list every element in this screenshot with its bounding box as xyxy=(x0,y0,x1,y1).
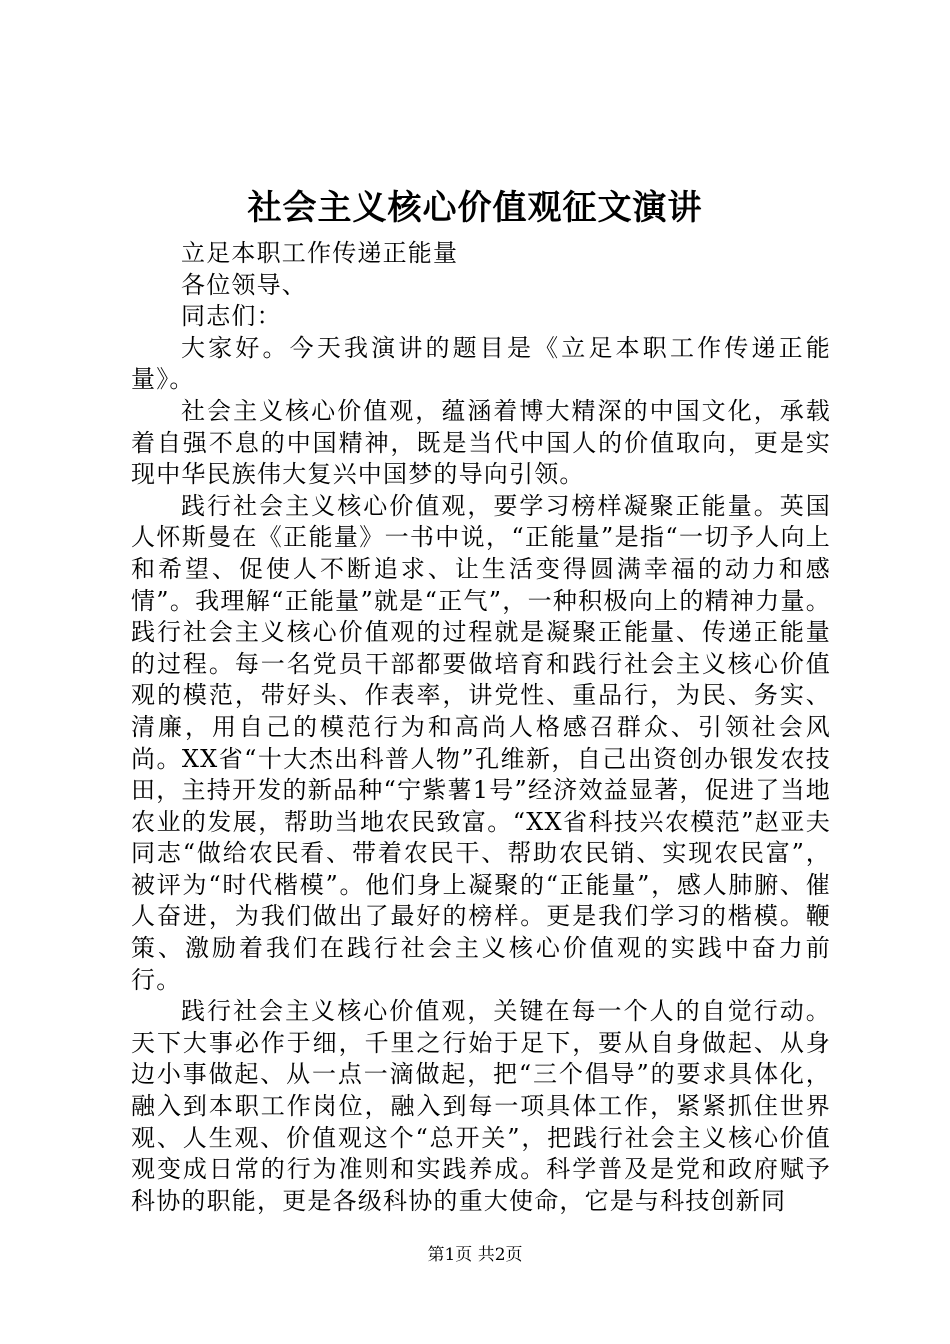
body-paragraph: 践行社会主义核心价值观，要学习榜样凝聚正能量。英国人怀斯曼在《正能量》一书中说，“正能量”是指“一切予人向上和希望、促使人不断追求、让生活变得圆满幸福的动力和感情”。我理解“正能量”就是“正气”，一种积极向上的精神力量。践行社会主义核心价值观的过程就是凝聚正能量、传递正能量的过程。每一名党员干部都要做培育和践行社会主义核心价值观的模范，带好头、作表率，讲党性、重品行，为民、务实、清廉，用自己的模范行为和高尚人格感召群众、引领社会风尚。XX省“十大杰出科普人物”孔维新，自己出资创办银发农技田，主持开发的新品种“宁紫薯1号”经济效益显著，促进了当地农业的发展，帮助当地农民致富。“XX省科技兴农模范”赵亚夫同志“做给农民看、带着农民干、帮助农民销、实现农民富”，被评为“时代楷模”。他们身上凝聚的“正能量”，感人肺腑、催人奋进，为我们做出了最好的榜样。更是我们学习的楷模。鞭策、激励着我们在践行社会主义核心价值观的实践中奋力前行。 xyxy=(131,491,831,994)
subtitle-line: 立足本职工作传递正能量 xyxy=(181,239,459,267)
opening-paragraph: 大家好。今天我演讲的题目是《立足本职工作传递正能量》。 xyxy=(131,333,831,394)
document-body xyxy=(131,238,831,1217)
salutation-line-2: 同志们： xyxy=(181,302,282,331)
body-paragraph: 践行社会主义核心价值观，关键在每一个人的自觉行动。天下大事必作于细，千里之行始于足下，要从自身做起、从身边小事做起、从一点一滴做起，把“三个倡导”的要求具体化，融入到本职工作岗位，融入到每一项具体工作，紧紧抓住世界观、人生观、价值观这个“总开关”，把践行社会主义核心价值观变成日常的行为准则和实践养成。科学普及是党和政府赋予科协的职能，更是各级科协的重大使命，它是与科技创新同 xyxy=(131,997,831,1215)
document-title: 社会主义核心价值观征文演讲 xyxy=(247,188,703,228)
page-footer: 第1页 共2页 xyxy=(427,1245,523,1265)
body-paragraph: 社会主义核心价值观，蕴涵着博大精深的中国文化，承载着自强不息的中国精神，既是当代中国人的价值取向，更是实现中华民族伟大复兴中国梦的导向引领。 xyxy=(131,396,831,489)
salutation-line-1: 各位领导、 xyxy=(181,270,307,299)
